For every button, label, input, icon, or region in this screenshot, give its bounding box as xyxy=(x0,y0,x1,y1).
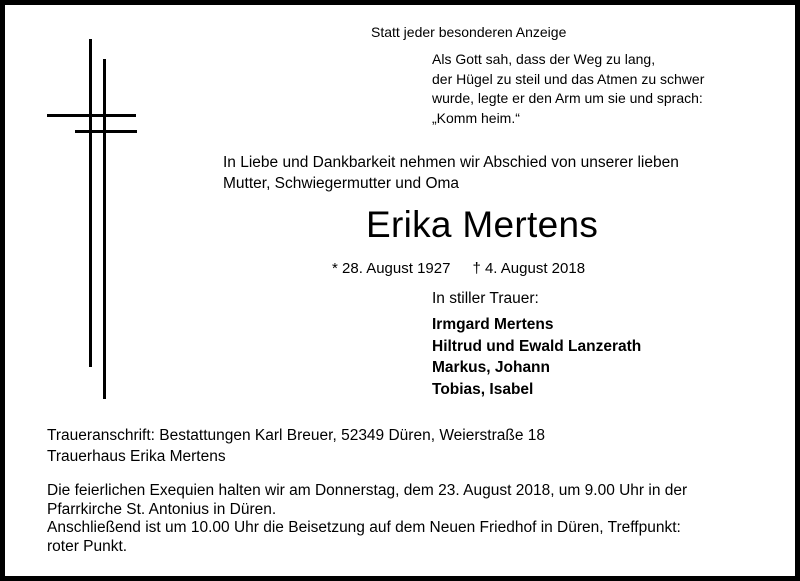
mourner-name: Hiltrud und Ewald Lanzerath xyxy=(432,337,642,355)
address-line: Trauerhaus Erika Mertens xyxy=(47,448,226,465)
poem xyxy=(432,50,704,128)
cross-horizontal-bar-bottom xyxy=(75,130,137,133)
poem-line: wurde, legte er den Arm um sie und sprach: xyxy=(432,90,703,106)
death-date: † 4. August 2018 xyxy=(472,260,586,277)
cross-vertical-bar-right xyxy=(103,59,106,399)
mourning-label: In stiller Trauer: xyxy=(432,290,539,307)
cross-vertical-bar-left xyxy=(89,39,92,367)
mourners-list xyxy=(432,314,641,400)
obituary-notice xyxy=(5,5,795,576)
birth-date: * 28. August 1927 xyxy=(332,260,451,277)
intro-text xyxy=(223,152,679,194)
poem-line: der Hügel zu steil und das Atmen zu schwer xyxy=(432,70,705,87)
notice-header: Statt jeder besonderen Anzeige xyxy=(371,24,567,40)
poem-line: „Komm heim.“ xyxy=(432,109,520,126)
deceased-name: Erika Mertens xyxy=(366,204,599,245)
exequies-line: Pfarrkirche St. Antonius in Düren. xyxy=(47,500,277,518)
intro-line: Mutter, Schwiegermutter und Oma xyxy=(223,175,460,192)
exequies-line: Anschließend ist um 10.00 Uhr die Beisetzung auf dem Neuen Friedhof in Düren, Treffpunkt: xyxy=(47,519,681,536)
exequies-line: Die feierlichen Exequien halten wir am Donnerstag, dem 23. August 2018, um 9.00 Uhr in der xyxy=(47,482,688,499)
exequies-line: roter Punkt. xyxy=(47,537,128,555)
mourner-name: Markus, Johann xyxy=(432,359,550,376)
poem-line: Als Gott sah, dass der Weg zu lang, xyxy=(432,51,656,67)
intro-line: In Liebe und Dankbarkeit nehmen wir Abschied von unserer lieben xyxy=(223,154,679,171)
mourning-address xyxy=(47,425,545,467)
exequies-text xyxy=(47,482,787,556)
address-line: Traueranschrift: Bestattungen Karl Breuer, 52349 Düren, Weierstraße 18 xyxy=(47,427,545,444)
mourner-name: Irmgard Mertens xyxy=(432,316,554,333)
cross-horizontal-bar-top xyxy=(47,114,136,117)
mourner-name: Tobias, Isabel xyxy=(432,380,534,398)
life-dates xyxy=(332,260,585,277)
